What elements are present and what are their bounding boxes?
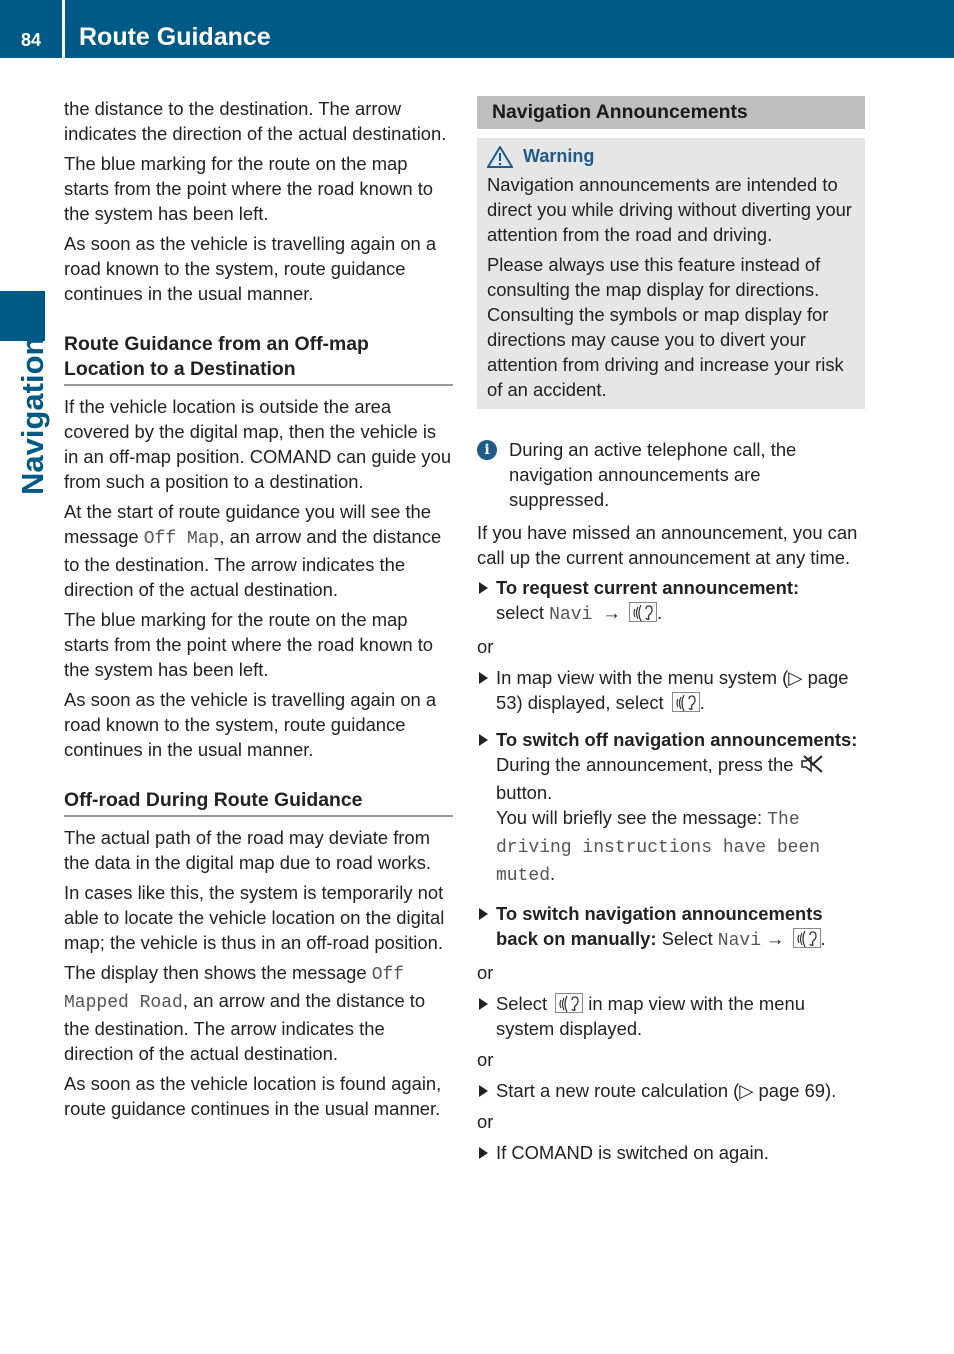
text: select — [496, 602, 550, 623]
step-triangle-icon — [479, 998, 488, 1010]
step-title: To switch off navigation announcements: — [496, 729, 858, 750]
voice-announcement-icon — [793, 928, 821, 948]
step-triangle-icon — [479, 1147, 488, 1159]
side-tab-marker — [0, 291, 45, 341]
menu-item-navi: Navi — [549, 605, 593, 625]
right-column — [477, 96, 865, 1171]
text: in map view with the menu system displayed. — [496, 993, 805, 1039]
warning-box — [477, 138, 865, 409]
step-switch-on — [477, 901, 865, 954]
step-text: To switch off navigation announcements: During the announcement, press thebutton. You will briefly see the message: The driving instructions have been muted. — [496, 729, 858, 886]
paragraph: As soon as the vehicle is travelling again on a road known to the system, route guidance continues in the usual manner. — [64, 233, 437, 304]
step-triangle-icon — [479, 734, 488, 746]
arrow: → — [766, 928, 785, 949]
step-triangle-icon — [479, 1085, 488, 1097]
info-text: During an active telephone call, the navigation announcements are suppressed. — [509, 439, 797, 510]
step-text: Start a new route calculation (▷ page 69). — [496, 1080, 837, 1101]
text: At the start of route guidance you will see the message — [64, 501, 432, 547]
section-heading-offroad: Off-road During Route Guidance — [64, 788, 453, 817]
step-comand-on — [477, 1140, 865, 1165]
text: , an arrow and the distance to the destination. The arrow indicates the direction of the actual destination. — [64, 990, 426, 1064]
warning-paragraph: Please always use this feature instead of consulting the map display for directions. Consulting the symbols or map display for directions may cause you to divert your attention from driving and increase your risk of an accident. — [487, 254, 844, 400]
text: , an arrow and the distance to the destination. The arrow indicates the direction of the actual destination. — [64, 526, 442, 600]
step-title: To switch navigation announcements back on manually: — [496, 903, 823, 949]
or-text: or — [477, 636, 494, 657]
side-tab-label: Navigation — [15, 336, 50, 495]
section-heading-navigation-announcements: Navigation Announcements — [477, 96, 865, 129]
step-triangle-icon — [479, 672, 488, 684]
text: In map view with the menu system (▷ page 53) displayed, select — [496, 667, 849, 713]
paragraph: If you have missed an announcement, you can call up the current announcement at any time. — [477, 522, 858, 568]
paragraph — [64, 499, 453, 602]
step-switch-off — [477, 727, 865, 889]
voice-announcement-icon — [555, 993, 583, 1013]
page-header — [0, 0, 954, 58]
warning-title-text: Warning — [523, 146, 595, 166]
display-message: Off Map — [143, 529, 220, 549]
paragraph: As soon as the vehicle location is found again, route guidance continues in the usual manner. — [64, 1073, 442, 1119]
text: Select — [496, 993, 548, 1014]
info-note — [477, 437, 865, 512]
step-select-icon — [477, 991, 865, 1041]
text: During the announcement, press the — [496, 754, 794, 775]
left-column — [64, 96, 453, 1126]
text: The display then shows the message — [64, 962, 372, 983]
paragraph: The actual path of the road may deviate from the data in the digital map due to road works. — [64, 827, 432, 873]
text: button. — [496, 782, 553, 803]
warning-paragraph: Navigation announcements are intended to direct you while driving without diverting your attention from the road and driving. — [487, 174, 852, 245]
header-divider — [62, 0, 65, 58]
step-request-announcement — [477, 575, 865, 628]
paragraph: the distance to the destination. The arrow indicates the direction of the actual destination. — [64, 98, 447, 144]
paragraph: The blue marking for the route on the map starts from the point where the road known to the system has been left. — [64, 609, 434, 680]
step-map-view — [477, 665, 865, 715]
step-new-route — [477, 1078, 865, 1103]
chapter-title: Route Guidance — [79, 23, 271, 51]
display-message: The driving instructions have been muted — [496, 810, 821, 886]
or-text: or — [477, 1049, 494, 1070]
mute-button-icon — [800, 754, 824, 780]
text: You will briefly see the message: — [496, 807, 768, 828]
step-text: In map view with the menu system (▷ page 53) displayed, select . — [496, 667, 849, 713]
step-text: If COMAND is switched on again. — [496, 1142, 769, 1163]
warning-title — [487, 144, 856, 169]
info-icon: i — [477, 440, 497, 460]
step-title: To request current announcement: — [496, 577, 800, 598]
voice-announcement-icon — [629, 602, 657, 622]
arrow: → — [602, 602, 621, 623]
warning-triangle-icon — [487, 146, 513, 168]
or-text: or — [477, 1111, 494, 1132]
step-text: To switch navigation announcements back on manually: Select Navi → . — [496, 903, 826, 951]
section-heading-offmap: Route Guidance from an Off-map Location to a Destination — [64, 332, 453, 386]
page-number: 84 — [20, 30, 42, 50]
text: Select — [656, 928, 718, 949]
paragraph: The blue marking for the route on the map starts from the point where the road known to the system has been left. — [64, 153, 434, 224]
voice-announcement-icon — [672, 692, 700, 712]
step-text — [496, 991, 865, 1041]
step-triangle-icon — [479, 582, 488, 594]
paragraph: If the vehicle location is outside the area covered by the digital map, then the vehicle is in an off-map position. COMAND can guide you from such a position to a destination. — [64, 396, 452, 492]
paragraph: In cases like this, the system is temporarily not able to locate the vehicle location on the digital map; the vehicle is thus in an off-road position. — [64, 882, 445, 953]
display-message: Off Mapped Road — [64, 965, 405, 1013]
paragraph — [64, 960, 453, 1066]
menu-item-navi: Navi — [717, 931, 762, 951]
step-triangle-icon — [479, 908, 488, 920]
step-text: To request current announcement: select Navi → . — [496, 577, 800, 625]
paragraph: As soon as the vehicle is travelling again on a road known to the system, route guidance continues in the usual manner. — [64, 689, 437, 760]
or-text: or — [477, 962, 494, 983]
